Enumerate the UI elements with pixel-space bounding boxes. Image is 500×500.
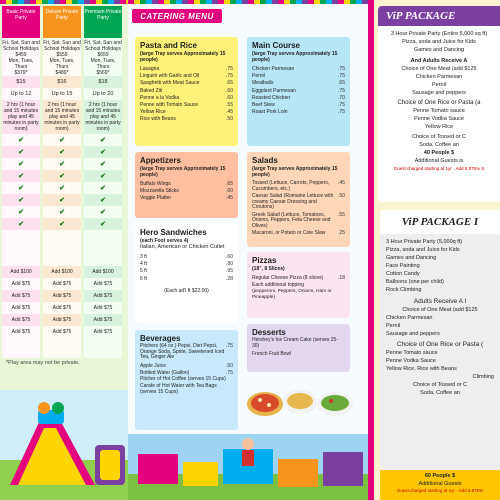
item-price: .75: [338, 87, 345, 94]
menu-title-text: CATERING MENU: [140, 11, 214, 21]
check-icon: ✔: [84, 146, 122, 158]
menu-item: [140, 268, 233, 275]
item-name: 3 ft: [140, 254, 147, 260]
menu-item: [140, 109, 233, 116]
check-icon: ✔: [43, 170, 81, 182]
addon-price: Add $75: [52, 329, 72, 335]
item-price: .55: [226, 102, 233, 109]
adults-heading: Adults Receive A I: [413, 298, 467, 305]
menu-item: [252, 95, 345, 102]
item-price: .18: [338, 275, 345, 281]
price-label: Mon, Tues, Thurs: [49, 58, 75, 70]
meat-option: Sausage and peppers: [412, 90, 466, 96]
rice-option: Penne Tomato sauce: [386, 350, 438, 356]
item-price: .75: [226, 66, 233, 72]
addon-price: Add $75: [52, 305, 72, 311]
price-label: Fri, Sat, Sun and School Holidays: [2, 40, 40, 52]
guest-count: Up to 12: [10, 91, 32, 97]
vip-package-ii-card: [380, 210, 500, 480]
food-photos: [245, 376, 355, 422]
menu-item: [140, 116, 233, 123]
additional-guest-price: Additional Guests: [418, 481, 462, 487]
item-name: Roast Pork Loin: [252, 109, 288, 116]
section-title: Appetizers: [140, 156, 181, 165]
menu-item: [252, 66, 345, 73]
meat-choice-heading: Choice of One Meat (add $125: [402, 307, 478, 313]
rice-option: Penne Vodka Sauce: [414, 116, 464, 122]
vip-feature: Pizza, soda and Juice for Kids: [386, 247, 460, 253]
addon-price: Add $75: [84, 314, 122, 326]
check-icon: ✔: [18, 161, 24, 168]
item-name: Chicken Parmesan: [252, 66, 295, 72]
pizzas-section: [247, 252, 350, 318]
menu-item: [140, 276, 233, 283]
menu-item: [140, 377, 233, 383]
extra-kid-price: $18: [84, 76, 122, 88]
item-price: .65: [226, 80, 233, 87]
addon-price: Add $75: [11, 281, 31, 287]
menu-item: [140, 102, 233, 109]
item-price: .75: [338, 73, 345, 80]
check-icon: ✔: [2, 218, 40, 230]
item-name: Penne with Tomato Sauce: [140, 102, 199, 109]
item-name: Tossed (Lettuce, Carrots, Peppers, Cucumbers, etc.): [252, 180, 330, 192]
vip-feature: Rock Climbing: [386, 287, 422, 293]
price-label: Fri, Sat, Sun and School Holidays: [43, 40, 81, 52]
item-name: Eggplant Parmesan: [252, 87, 296, 94]
menu-item: [252, 102, 345, 109]
item-price: .45: [226, 195, 233, 202]
item-name: Penne a la Vodka: [140, 94, 180, 101]
menu-item: [252, 194, 345, 211]
beverages-section: [135, 330, 238, 430]
item-name: Veggie Platter: [140, 195, 172, 202]
item-price: .75: [226, 73, 233, 80]
guest-count: Up to 20: [92, 91, 114, 97]
menu-item: [140, 188, 233, 195]
item-price: .50: [338, 193, 345, 199]
check-icon: ✔: [100, 137, 106, 144]
item-price: .65: [226, 181, 233, 187]
vip-feature: 3 Hour Private Party (5,000q ft): [386, 239, 463, 245]
drinks-included: Soda, Coffee an: [419, 142, 459, 148]
addon-price: Add $75: [43, 314, 81, 326]
item-name: Hershey's Ice Cream Cake (serves 25-30): [252, 337, 338, 349]
item-price: .75: [226, 369, 233, 376]
climbing-note: Climbing: [472, 374, 494, 380]
item-name: Mozzarella Sticks: [140, 188, 179, 195]
check-icon: ✔: [18, 137, 24, 144]
item-name: Meatballs: [252, 80, 274, 87]
menu-item: [252, 213, 345, 230]
item-name: Roasted Chicken: [252, 94, 291, 101]
left-top-stripe: [0, 0, 128, 4]
menu-item: [252, 338, 345, 349]
section-title: Pasta and Rice: [140, 41, 197, 50]
column-title: Premium Private Party: [84, 9, 122, 21]
pricing-column-deluxe: [43, 6, 81, 358]
menu-item: [140, 344, 233, 361]
meat-option: Pernil: [431, 82, 447, 88]
check-icon: ✔: [43, 218, 81, 230]
rice-option: Penne Tomato sauce: [413, 108, 465, 114]
menu-item: [252, 275, 345, 282]
check-icon: ✔: [2, 146, 40, 158]
column-title: Basic Private Party: [6, 9, 36, 21]
item-name: Each additional topping: [252, 282, 304, 289]
price-label: Fri, Sat, Sun and School Holidays: [84, 40, 122, 52]
item-name: Pitchers (64 oz.) Pepsi, Diet Pepsi, Orange Soda, Sprite, Sweetened Iced Tea, Ginger Ale: [140, 343, 225, 360]
check-icon: ✔: [59, 185, 65, 192]
item-name: Linguini with Garlic and Oil: [140, 73, 200, 80]
addon-price: Add $75: [52, 281, 72, 287]
menu-item: [252, 109, 345, 116]
menu-title: [132, 9, 222, 23]
rice-option: Yellow Rice, Rice with Beans: [386, 366, 457, 372]
item-price: .60: [226, 188, 233, 195]
guest-note: Guest charged starting at 1yr · Add 8.875% S: [393, 166, 485, 171]
play-area-photo: [128, 434, 368, 500]
item-name: Yellow Rice: [140, 109, 166, 116]
vip-feature: Cotton Candy: [386, 271, 420, 277]
item-name: Regular Cheese Pizza (8 slices): [252, 275, 324, 281]
check-icon: ✔: [59, 137, 65, 144]
item-price: .75: [338, 66, 345, 72]
rice-option: Yellow Rice: [424, 124, 454, 130]
drinks-included: Soda, Coffee an: [420, 390, 460, 396]
price-weekday: $379*: [14, 70, 28, 76]
salads-section: [247, 152, 350, 247]
menu-item: [140, 88, 233, 95]
appetizers-section: [135, 152, 238, 218]
item-price: .50: [226, 362, 233, 369]
section-title: Main Course: [252, 41, 301, 50]
check-icon: ✔: [84, 194, 122, 206]
section-description: Italian, American or Chicken Cutlet: [140, 244, 225, 250]
item-name: 4 ft: [140, 261, 147, 268]
check-icon: ✔: [2, 170, 40, 182]
item-price: .45: [338, 180, 345, 186]
pricing-column-basic: [2, 6, 40, 358]
addon-price: Add $100: [84, 266, 122, 278]
item-price: .45: [226, 109, 233, 116]
price-weekday: $489*: [55, 70, 69, 76]
menu-item: [252, 80, 345, 87]
duration: 2 hrs (1 hour and 15 minutes play and 45 minutes in party room): [3, 102, 39, 132]
check-icon: ✔: [59, 161, 65, 168]
section-title: Beverages: [140, 334, 181, 343]
addon-price: Add $75: [93, 305, 113, 311]
topping-options: (pepperoni, Peppers, Onions, Ham or Pineapple): [252, 289, 332, 301]
section-subtitle: (large Tray serves Approximately 15 people): [140, 51, 226, 63]
item-name: Spaghetti with Meat Sauce: [140, 80, 200, 87]
menu-item: [252, 88, 345, 95]
item-name: Lasagna: [140, 66, 160, 72]
pricing-column-premium: [84, 6, 122, 358]
menu-item: [140, 261, 233, 268]
menu-item: [140, 181, 233, 188]
section-title: Pizzas: [252, 256, 277, 265]
extra-kid-price: $16: [43, 76, 81, 88]
column-title: Deluxe Private Party: [45, 9, 79, 21]
item-price: .95: [226, 268, 233, 275]
item-price: .60: [226, 94, 233, 101]
vip-package-card: [378, 6, 500, 202]
extra-foot-price: (Each ad'l ft $22.00): [164, 287, 209, 294]
menu-item: [140, 73, 233, 80]
item-name: French Fruit Bowl: [252, 351, 292, 357]
vip-feature: 3 Hour Private Party (Entire 5,000 sq ft): [390, 31, 488, 37]
addon-price: Add $75: [2, 290, 40, 302]
menu-item: [140, 363, 233, 370]
check-icon: ✔: [84, 218, 122, 230]
menu-item: [252, 231, 345, 237]
check-icon: ✔: [18, 185, 24, 192]
menu-item: [140, 195, 233, 202]
vip-feature: Pizza, soda and Juice for Kids: [402, 39, 476, 45]
addon-price: Add $75: [43, 290, 81, 302]
item-price: .60: [226, 87, 233, 94]
price-weekend: $459: [15, 52, 27, 58]
price-weekend: $559: [56, 52, 68, 58]
item-price: .28: [226, 275, 233, 282]
section-title: Hero Sandwiches: [140, 228, 207, 237]
item-name: 6 ft: [140, 275, 147, 282]
desserts-section: [247, 324, 350, 372]
vip-title: ViP PACKAGE: [378, 6, 500, 26]
adults-heading: And Adults Receive A: [410, 58, 468, 64]
vip-side-stripe: [368, 0, 374, 500]
menu-top-stripe: [128, 0, 368, 4]
pasta-section: [135, 37, 238, 146]
guest-count: Up to 15: [51, 91, 73, 97]
check-icon: ✔: [2, 194, 40, 206]
main-course-section: [247, 37, 350, 146]
item-name: Caesar Salad (Romaine Lettuce with creamy Caesar Dressing and Croutons): [252, 193, 334, 210]
addon-price: Add $100: [2, 266, 40, 278]
addon-price: Add $75: [84, 290, 122, 302]
addon-price: Add $75: [2, 314, 40, 326]
vip-feature: Face Painting: [386, 263, 420, 269]
section-subtitle: (large Tray serves Approximately 15 people): [140, 166, 226, 178]
item-name: Apple Juice: [140, 362, 166, 369]
check-icon: ✔: [100, 185, 106, 192]
addon-price: Add $75: [93, 281, 113, 287]
vip-title: ViP PACKAGE I: [380, 210, 500, 234]
item-price: .60: [226, 254, 233, 260]
item-price: .55: [338, 211, 345, 218]
section-subtitle: (large Tray serves Approximately 15 people): [252, 51, 338, 63]
menu-item: [140, 66, 233, 73]
additional-guest-price: Additional Guests is: [414, 158, 464, 164]
section-title: Desserts: [252, 328, 286, 337]
item-price: .75: [226, 343, 233, 349]
item-price: .70: [338, 94, 345, 101]
item-name: Buffalo Wings: [140, 181, 171, 187]
item-name: Beef Stew: [252, 102, 275, 109]
column-header: [84, 6, 122, 38]
price-label: Mon, Tues, Thurs: [90, 58, 116, 70]
addon-price: Add $75: [93, 329, 113, 335]
column-header: [2, 6, 40, 38]
salad-choice: Choice of Tossed or C: [412, 382, 467, 388]
salad-choice: Choice of Tossed or C: [411, 134, 466, 140]
vip-feature: Balloons (one per child): [386, 279, 444, 285]
section-subtitle: (each Foot serves 4): [140, 238, 189, 244]
menu-item: [140, 254, 233, 261]
addon-price: Add $75: [11, 329, 31, 335]
item-price: .50: [226, 116, 233, 123]
menu-item: [252, 181, 345, 192]
price-weekday: $569*: [96, 70, 110, 76]
section-subtitle: (18", 8 Slices): [252, 266, 285, 272]
meat-option: Chicken Parmesan: [415, 74, 463, 80]
check-icon: ✔: [84, 170, 122, 182]
item-name: Pernil: [252, 73, 265, 80]
meat-choice-heading: Choice of One Meat (add $125: [401, 66, 477, 72]
rice-choice-heading: Choice of One Rice or Pasta (: [396, 341, 484, 348]
addon-price: Add $100: [43, 266, 81, 278]
item-name: Macaroni, or Potato or Cole Slaw: [252, 230, 326, 236]
column-header: [43, 6, 81, 38]
menu-item: [140, 80, 233, 87]
addon-price: Add $75: [11, 305, 31, 311]
hero-sandwiches-section: [135, 224, 238, 323]
guest-package-price: 40 People $: [423, 150, 455, 156]
menu-item: [140, 95, 233, 102]
price-label: Mon, Tues, Thurs: [8, 58, 34, 70]
guest-note: Guest charged starting at 1yr · Add 8.875%: [396, 488, 484, 493]
menu-item: [140, 384, 233, 395]
item-name: Pitcher of Hot Coffee (serves 15 Cups): [140, 375, 226, 382]
item-name: Carafe of Hot Water with Tea Bags (serves 15 Cups): [140, 383, 217, 395]
item-name: Bottled Water (Gallon): [140, 369, 190, 376]
check-icon: ✔: [43, 146, 81, 158]
item-name: 5 ft: [140, 268, 147, 275]
check-icon: ✔: [43, 194, 81, 206]
pricing-footnote: *Play area may not be private.: [6, 360, 80, 366]
item-price: .65: [338, 80, 345, 87]
duration: 2 hrs (1 hour and 15 minutes play and 45 minutes in party room): [85, 102, 121, 132]
check-icon: ✔: [59, 209, 65, 216]
rice-choice-heading: Choice of One Rice or Pasta (a: [397, 100, 481, 106]
item-price: .25: [338, 230, 345, 236]
item-name: Greek Salad (Lettuce, Tomatoes, Onions, Peppers, Feta Cheese and Olives): [252, 211, 331, 229]
check-icon: ✔: [18, 209, 24, 216]
check-icon: ✔: [100, 209, 106, 216]
price-weekend: $659: [97, 52, 109, 58]
meat-option: Sausage and peppers: [386, 331, 440, 337]
vip-feature: Games and Dancing: [413, 47, 465, 53]
extra-kid-price: $15: [2, 76, 40, 88]
check-icon: ✔: [100, 161, 106, 168]
item-name: Rice with Beans: [140, 116, 176, 123]
item-price: .75: [338, 102, 345, 109]
menu-item: [252, 351, 345, 358]
meat-option: Chicken Parmesan: [386, 315, 433, 321]
menu-item: [252, 73, 345, 80]
duration: 2 hrs (1 hour and 15 minutes play and 45 minutes in party room): [44, 102, 80, 132]
guest-package-price: 60 People $: [424, 473, 456, 479]
meat-option: Pernil: [386, 323, 401, 329]
vip-ii-price-bar: [380, 470, 500, 500]
inflatable-slide-image: [0, 390, 128, 500]
item-name: Baked Ziti: [140, 87, 163, 94]
section-subtitle: (large Tray serves Approximately 15 people): [252, 166, 338, 178]
item-price: .80: [226, 261, 233, 268]
section-title: Salads: [252, 156, 278, 165]
vip-feature: Games and Dancing: [386, 255, 437, 261]
item-price: .75: [338, 109, 345, 116]
rice-option: Penne Vodka Sauce: [386, 358, 436, 364]
